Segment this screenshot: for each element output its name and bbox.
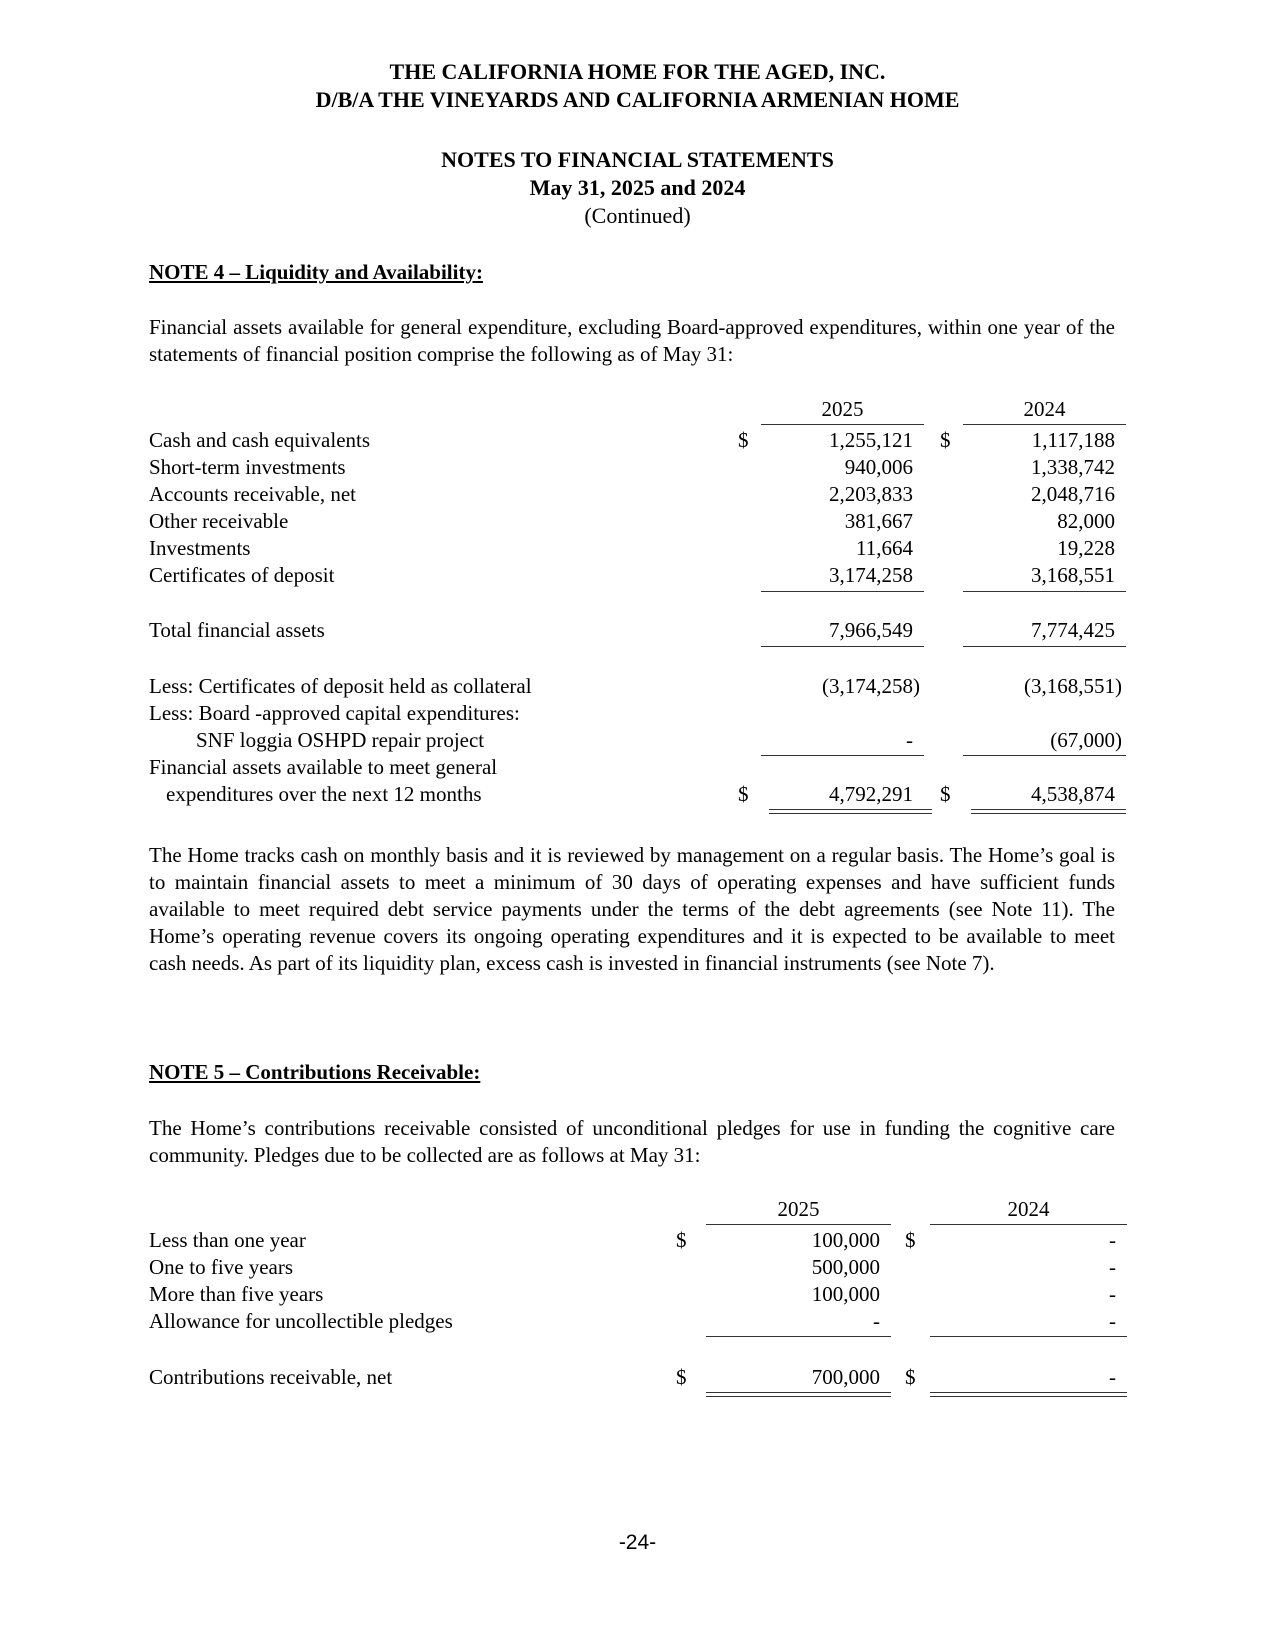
value-2024: 1,338,742 — [1031, 455, 1115, 479]
column-header-2024: 2024 — [1007, 1197, 1050, 1221]
total-rule — [963, 646, 1126, 647]
currency-symbol: $ — [905, 1365, 916, 1389]
row-label: Accounts receivable, net — [149, 482, 356, 506]
currency-symbol: $ — [738, 428, 749, 452]
value-2024: 82,000 — [1057, 509, 1115, 533]
value-2024: - — [1109, 1309, 1116, 1333]
organization-dba: D/B/A THE VINEYARDS AND CALIFORNIA ARMENIAN HOME — [315, 87, 960, 112]
row-label: Certificates of deposit — [149, 563, 335, 587]
currency-symbol: $ — [905, 1228, 916, 1252]
row-label: Contributions receivable, net — [149, 1365, 393, 1389]
value-2024: (3,168,551) — [1024, 674, 1122, 698]
subtotal-rule — [963, 755, 1126, 756]
note-4-intro: Financial assets available for general expenditure, excluding Board-approved expenditures, within one year of the statements of financial position comprise the following as of May 31: — [149, 315, 1115, 366]
row-label: SNF loggia OSHPD repair project — [196, 728, 485, 752]
row-label: Less: Certificates of deposit held as collateral — [149, 674, 532, 698]
note-5-heading: NOTE 5 – Contributions Receivable: — [149, 1060, 481, 1084]
subtotal-rule — [930, 1336, 1127, 1337]
row-label: One to five years — [149, 1255, 294, 1279]
statement-period: May 31, 2025 and 2024 — [529, 175, 746, 200]
row-label: Financial assets available to meet general — [149, 755, 498, 779]
row-label: Other receivable — [149, 509, 289, 533]
currency-symbol: $ — [676, 1228, 687, 1252]
value-2024: 4,538,874 — [1031, 782, 1115, 806]
value-2024: 7,774,425 — [1031, 618, 1115, 642]
column-header-2025: 2025 — [821, 397, 864, 421]
double-underline — [706, 1392, 891, 1397]
column-header-rule — [963, 424, 1126, 425]
row-label: Less than one year — [149, 1228, 306, 1252]
value-2025: 1,255,121 — [829, 428, 913, 452]
value-2024: - — [1109, 1255, 1116, 1279]
subtotal-rule — [761, 591, 924, 592]
value-2025: 3,174,258 — [829, 563, 913, 587]
value-2024: 19,228 — [1057, 536, 1115, 560]
value-2025: 700,000 — [811, 1365, 880, 1389]
value-2025: 940,006 — [844, 455, 913, 479]
value-2025: 100,000 — [811, 1282, 880, 1306]
value-2025: 500,000 — [811, 1255, 880, 1279]
subtotal-rule — [706, 1336, 891, 1337]
note-5-intro: The Home’s contributions receivable consisted of unconditional pledges for use in funding the cognitive care community. Pledges due to be collected are as follows at May 31: — [149, 1116, 1115, 1167]
value-2025: 11,664 — [856, 536, 913, 560]
row-label: Cash and cash equivalents — [149, 428, 371, 452]
value-2025: (3,174,258) — [822, 674, 920, 698]
double-underline — [930, 1392, 1127, 1397]
double-underline — [769, 809, 932, 814]
continued-label: (Continued) — [584, 203, 691, 228]
total-rule — [761, 646, 924, 647]
row-label: Total financial assets — [149, 618, 325, 642]
subtotal-rule — [761, 755, 924, 756]
value-2025: 4,792,291 — [829, 782, 913, 806]
value-2024: 2,048,716 — [1031, 482, 1115, 506]
double-underline — [971, 809, 1126, 814]
value-2025: 2,203,833 — [829, 482, 913, 506]
value-2024: - — [1109, 1282, 1116, 1306]
value-2025: - — [873, 1309, 880, 1333]
currency-symbol: $ — [738, 782, 749, 806]
currency-symbol: $ — [940, 428, 951, 452]
value-2024: 1,117,188 — [1031, 428, 1115, 452]
column-header-2025: 2025 — [777, 1197, 820, 1221]
row-label: Allowance for uncollectible pledges — [149, 1309, 453, 1333]
organization-name: THE CALIFORNIA HOME FOR THE AGED, INC. — [389, 59, 886, 84]
column-header-rule — [706, 1224, 891, 1225]
value-2024: (67,000) — [1050, 728, 1122, 752]
value-2025: 7,966,549 — [829, 618, 913, 642]
row-label: Less: Board -approved capital expenditures: — [149, 701, 520, 725]
value-2024: 3,168,551 — [1031, 563, 1115, 587]
row-label: Investments — [149, 536, 251, 560]
value-2025: - — [906, 728, 913, 752]
row-label: Short-term investments — [149, 455, 346, 479]
value-2024: - — [1109, 1228, 1116, 1252]
column-header-2024: 2024 — [1023, 397, 1066, 421]
currency-symbol: $ — [940, 782, 951, 806]
row-label: More than five years — [149, 1282, 324, 1306]
row-label-continued: expenditures over the next 12 months — [166, 782, 482, 806]
value-2025: 100,000 — [811, 1228, 880, 1252]
column-header-rule — [930, 1224, 1127, 1225]
column-header-rule — [761, 424, 924, 425]
note-4-heading: NOTE 4 – Liquidity and Availability: — [149, 260, 483, 284]
subtotal-rule — [963, 591, 1126, 592]
value-2024: - — [1109, 1365, 1116, 1389]
currency-symbol: $ — [676, 1365, 687, 1389]
value-2025: 381,667 — [844, 509, 913, 533]
note-4-body: The Home tracks cash on monthly basis and it is reviewed by management on a regular basis. The Home’s goal is to maintain financial assets to meet a minimum of 30 days of operating expenses and have sufficient funds available to meet required debt service payments under the terms of the debt agreements (see Note 11). The Home’s operating revenue covers its ongoing operating expenditures and it is expected to be available to meet cash needs. As part of its liquidity plan, excess cash is invested in financial instruments (see Note 7). — [149, 843, 1115, 975]
document-title: NOTES TO FINANCIAL STATEMENTS — [441, 147, 834, 172]
page-number: -24- — [618, 1531, 657, 1554]
